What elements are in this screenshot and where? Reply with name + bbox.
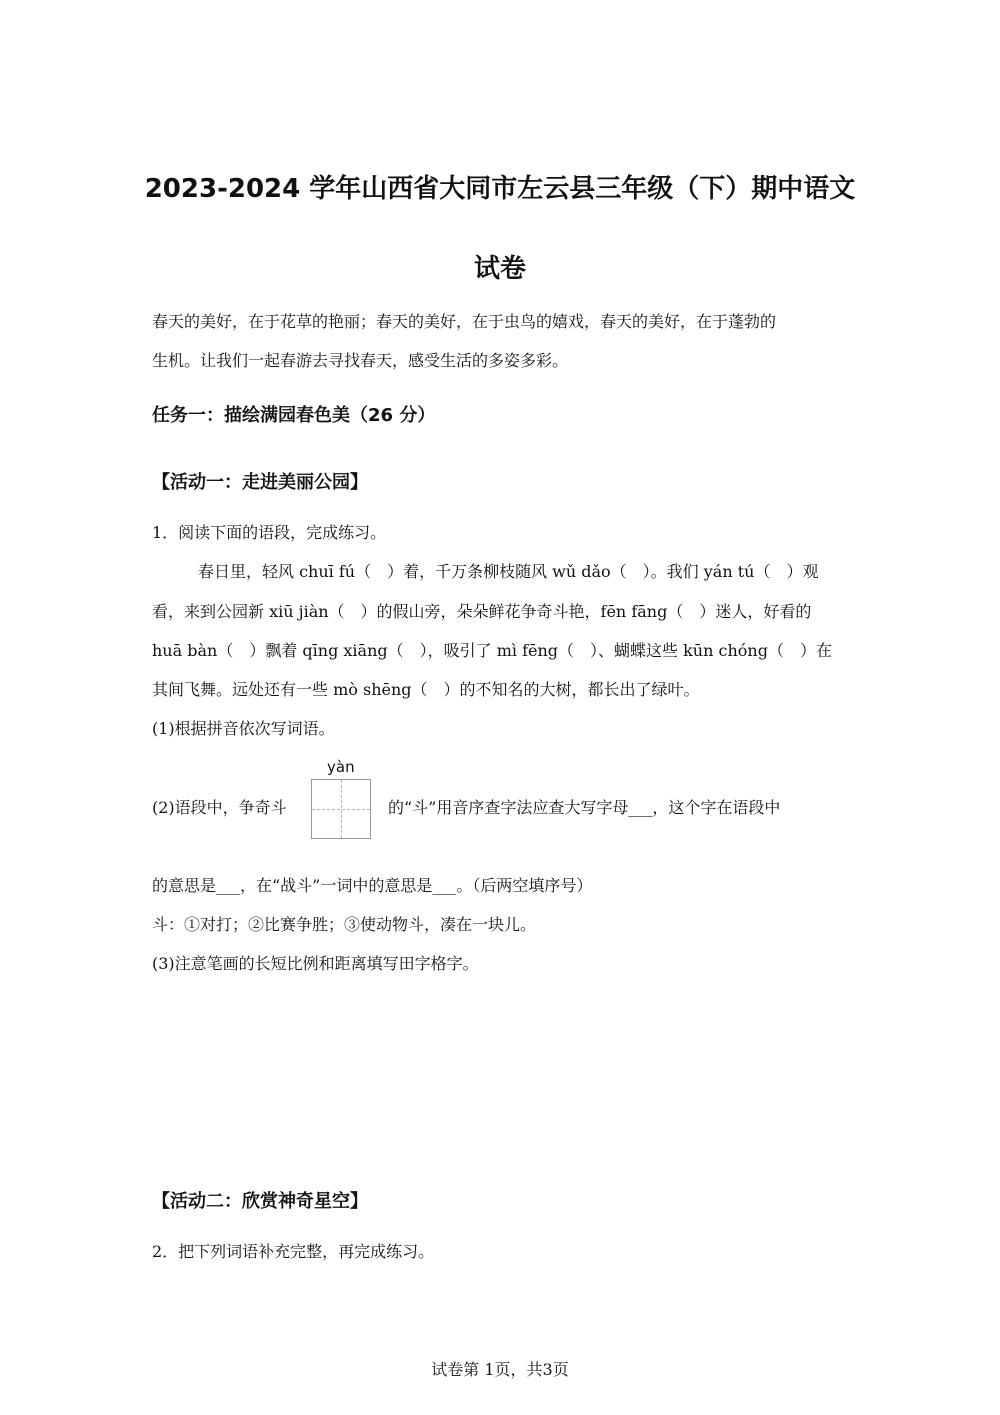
- q2-stem: 2．把下列词语补充完整，再完成练习。: [152, 1242, 435, 1261]
- q1-sub2-line2: 的意思是___，在“战斗”一词中的意思是___。（后两空填序号）: [152, 876, 593, 895]
- q1-sub1: (1)根据拼音依次写词语。: [152, 719, 335, 738]
- q1-passage-line4: 其间飞舞。远处还有一些 mò shēng（ ）的不知名的大树，都长出了绿叶。: [152, 680, 700, 699]
- page-title-line2: 试卷: [473, 254, 526, 284]
- q1-passage-line3: huā bàn（ ）飘着 qīng xiāng（ ），吸引了 mì fēng（ ）、蝴蝶这些 kūn chóng（ ）在: [152, 641, 832, 660]
- q1-sub2-suffix: 的“斗”用音序查字法应查大写字母___，这个字在语段中: [388, 798, 781, 817]
- activity2-heading: 【活动二：欣赏神奇星空】: [152, 1191, 368, 1212]
- q1-stem: 1．阅读下面的语段，完成练习。: [152, 523, 387, 542]
- tianzi-horizontal-guide: [312, 809, 370, 810]
- tianzi-grid-box[interactable]: [311, 779, 371, 839]
- intro-line1: 春天的美好，在于花草的艳丽；春天的美好，在于虫鸟的嬉戏，春天的美好，在于蓬勃的: [152, 312, 777, 331]
- q1-sub2-options: 斗：①对打；②比赛争胜；③使动物斗，凑在一块儿。: [152, 915, 537, 934]
- q1-passage-line2: 看，来到公园新 xiū jiàn（ ）的假山旁，朵朵鲜花争奇斗艳，fēn fāng（ ）迷人，好看的: [152, 602, 812, 621]
- task1-heading: 任务一：描绘满园春色美（26 分）: [152, 405, 436, 426]
- tianzi-pinyin: yàn: [327, 758, 355, 776]
- q1-sub3: (3)注意笔画的长短比例和距离填写田字格字。: [152, 954, 479, 973]
- q1-sub2-prefix: (2)语段中，争奇斗: [152, 798, 287, 817]
- page-title-line1: 2023-2024 学年山西省大同市左云县三年级（下）期中语文: [144, 174, 856, 204]
- q1-passage-line1: 春日里，轻风 chuī fú（ ）着，千万条柳枝随风 wǔ dǎo（ ）。我们 yán tú（ ）观: [198, 562, 819, 581]
- page-footer: 试卷第 1页，共3页: [431, 1360, 569, 1379]
- activity1-heading: 【活动一：走进美丽公园】: [152, 472, 368, 493]
- intro-line2: 生机。让我们一起春游去寻找春天，感受生活的多姿多彩。: [152, 351, 569, 370]
